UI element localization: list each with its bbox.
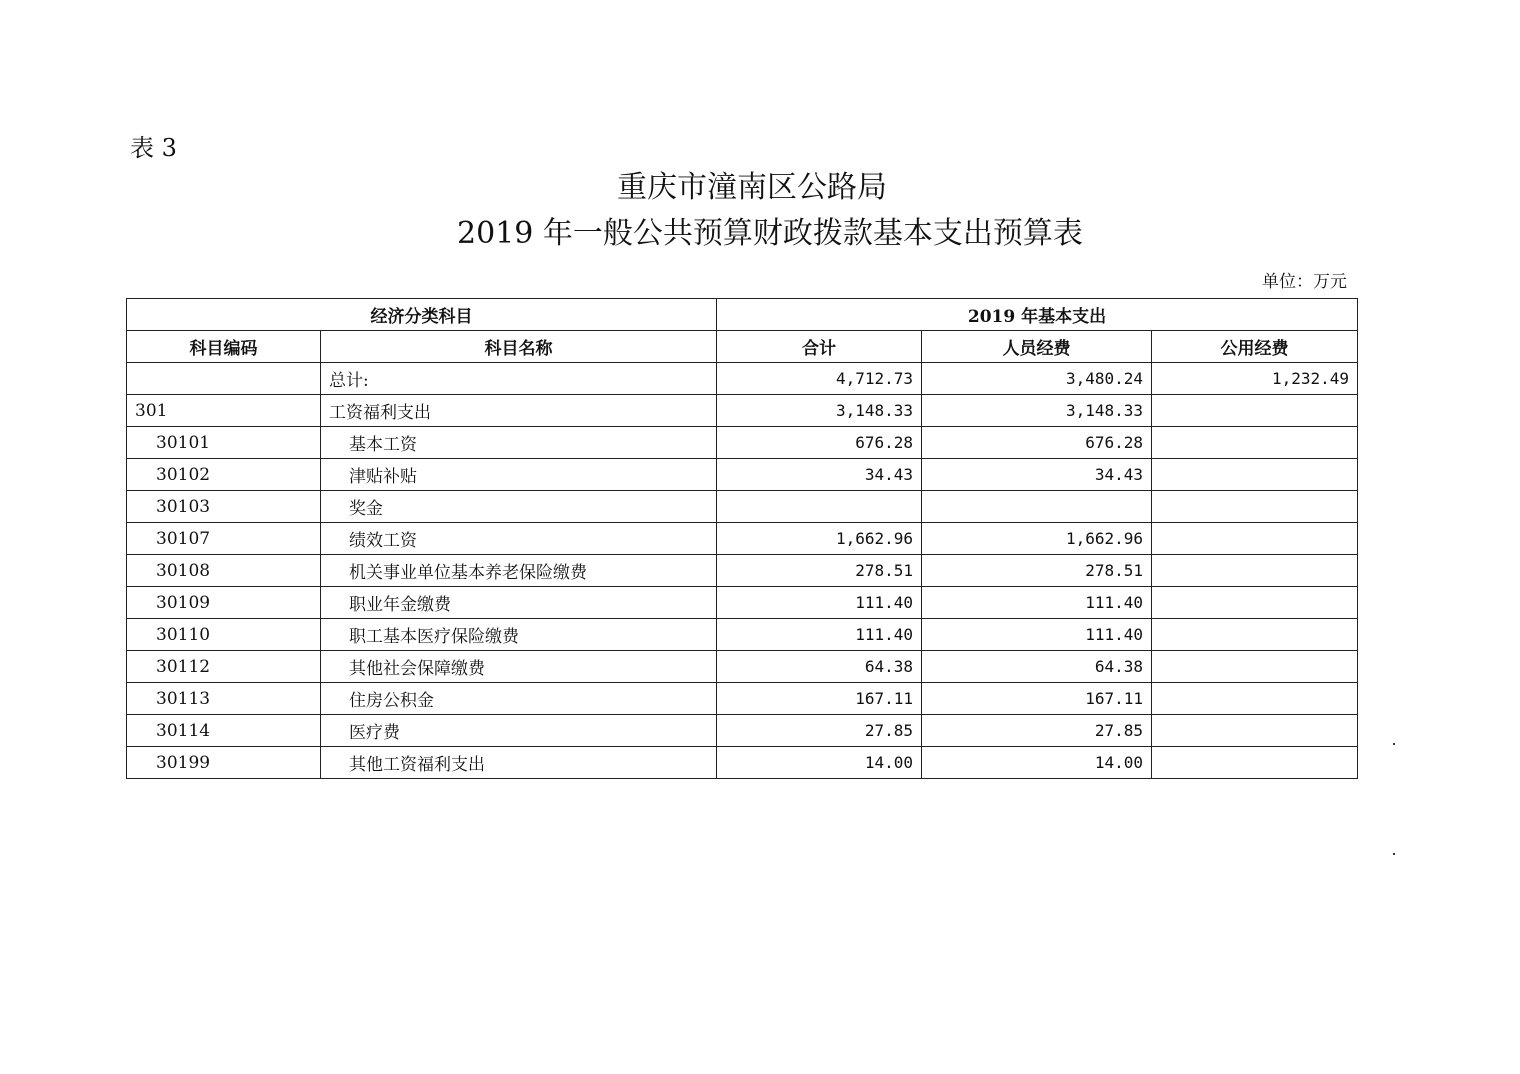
cell-code: 301 [127, 395, 321, 427]
cell-personnel: 676.28 [922, 427, 1152, 459]
group-header-economic-class: 经济分类科目 [127, 299, 717, 331]
cell-name: 职工基本医疗保险缴费 [321, 619, 717, 651]
table-row [127, 619, 1358, 651]
cell-name: 其他工资福利支出 [321, 747, 717, 779]
cell-personnel: 278.51 [922, 555, 1152, 587]
cell-personnel: 34.43 [922, 459, 1152, 491]
cell-public [1152, 683, 1358, 715]
cell-name: 工资福利支出 [321, 395, 717, 427]
cell-code: 30112 [127, 651, 321, 683]
table-row [127, 587, 1358, 619]
stray-mark [1393, 743, 1395, 745]
table-row [127, 523, 1358, 555]
cell-public [1152, 587, 1358, 619]
table-row [127, 459, 1358, 491]
cell-code: 30108 [127, 555, 321, 587]
group-header-basic-expenditure: 2019 年基本支出 [717, 299, 1358, 331]
table-row [127, 395, 1358, 427]
cell-personnel: 3,480.24 [922, 363, 1152, 395]
table-label: 表 3 [130, 134, 177, 162]
cell-personnel [922, 491, 1152, 523]
cell-total: 4,712.73 [717, 363, 922, 395]
cell-code: 30114 [127, 715, 321, 747]
cell-personnel: 14.00 [922, 747, 1152, 779]
cell-total: 3,148.33 [717, 395, 922, 427]
cell-public [1152, 427, 1358, 459]
cell-name: 基本工资 [321, 427, 717, 459]
table-row [127, 651, 1358, 683]
cell-code: 30113 [127, 683, 321, 715]
cell-public: 1,232.49 [1152, 363, 1358, 395]
table-body [127, 363, 1358, 779]
column-header-row [127, 331, 1358, 363]
cell-personnel: 167.11 [922, 683, 1152, 715]
column-header-public: 公用经费 [1152, 331, 1358, 363]
cell-total: 64.38 [717, 651, 922, 683]
cell-name: 津贴补贴 [321, 459, 717, 491]
cell-personnel: 64.38 [922, 651, 1152, 683]
cell-code: 30110 [127, 619, 321, 651]
column-header-personnel: 人员经费 [922, 331, 1152, 363]
cell-code: 30101 [127, 427, 321, 459]
cell-public [1152, 619, 1358, 651]
document-subtitle: 2019 年一般公共预算财政拨款基本支出预算表 [457, 216, 1083, 251]
column-header-total: 合计 [717, 331, 922, 363]
cell-total: 278.51 [717, 555, 922, 587]
table-row [127, 427, 1358, 459]
cell-public [1152, 523, 1358, 555]
cell-code: 30103 [127, 491, 321, 523]
cell-total: 1,662.96 [717, 523, 922, 555]
cell-total: 14.00 [717, 747, 922, 779]
cell-total: 27.85 [717, 715, 922, 747]
table-row [127, 491, 1358, 523]
cell-code: 30102 [127, 459, 321, 491]
table-row [127, 683, 1358, 715]
cell-public [1152, 715, 1358, 747]
stray-mark [1393, 853, 1395, 855]
cell-personnel: 111.40 [922, 587, 1152, 619]
document-title: 重庆市潼南区公路局 [617, 170, 887, 205]
cell-public [1152, 555, 1358, 587]
cell-total: 111.40 [717, 619, 922, 651]
cell-personnel: 27.85 [922, 715, 1152, 747]
cell-total [717, 491, 922, 523]
cell-name: 总计: [321, 363, 717, 395]
cell-name: 职业年金缴费 [321, 587, 717, 619]
cell-public [1152, 747, 1358, 779]
group-header-row [127, 299, 1358, 331]
cell-personnel: 111.40 [922, 619, 1152, 651]
table-row [127, 363, 1358, 395]
cell-public [1152, 491, 1358, 523]
cell-name: 机关事业单位基本养老保险缴费 [321, 555, 717, 587]
unit-note: 单位：万元 [1262, 272, 1347, 292]
cell-personnel: 3,148.33 [922, 395, 1152, 427]
column-header-name: 科目名称 [321, 331, 717, 363]
table-row [127, 715, 1358, 747]
cell-total: 111.40 [717, 587, 922, 619]
cell-public [1152, 395, 1358, 427]
cell-code: 30107 [127, 523, 321, 555]
budget-table [126, 298, 1358, 779]
cell-total: 167.11 [717, 683, 922, 715]
cell-name: 绩效工资 [321, 523, 717, 555]
cell-total: 34.43 [717, 459, 922, 491]
table-row [127, 747, 1358, 779]
cell-name: 其他社会保障缴费 [321, 651, 717, 683]
cell-code: 30199 [127, 747, 321, 779]
cell-name: 住房公积金 [321, 683, 717, 715]
cell-personnel: 1,662.96 [922, 523, 1152, 555]
cell-public [1152, 459, 1358, 491]
cell-total: 676.28 [717, 427, 922, 459]
column-header-code: 科目编码 [127, 331, 321, 363]
cell-code [127, 363, 321, 395]
cell-code: 30109 [127, 587, 321, 619]
table-row [127, 555, 1358, 587]
cell-name: 奖金 [321, 491, 717, 523]
cell-name: 医疗费 [321, 715, 717, 747]
cell-public [1152, 651, 1358, 683]
